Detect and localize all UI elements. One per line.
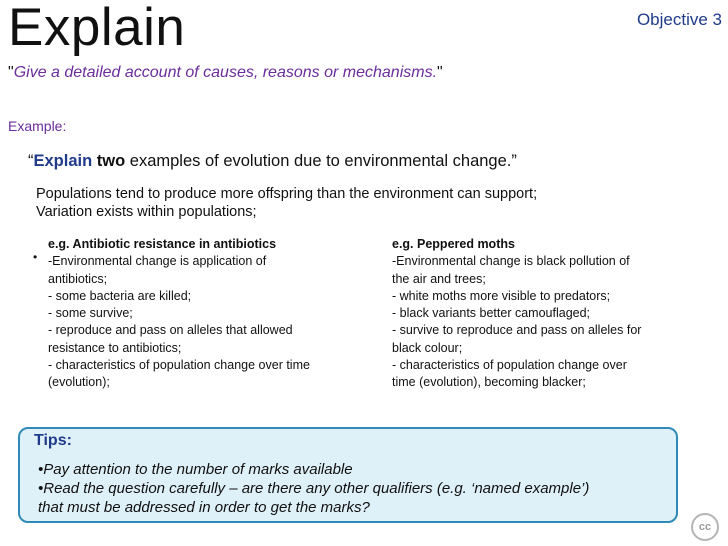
antibiotic-line: resistance to antibiotics; [48, 340, 182, 355]
example-label: Example: [8, 118, 67, 134]
intro-line: Populations tend to produce more offspring than the environment can support; [36, 186, 538, 202]
moth-line: - survive to reproduce and pass on alleles for [392, 323, 642, 338]
tips-box [18, 427, 678, 523]
intro-text [36, 185, 537, 221]
antibiotic-example-column [48, 236, 348, 392]
slide-title: Explain [8, 0, 186, 57]
antibiotic-line: -Environmental change is application of [48, 254, 267, 269]
intro-line: Variation exists within populations; [36, 204, 257, 220]
question-rest: examples of evolution due to environmental change.” [125, 152, 517, 170]
definition-body: Give a detailed account of causes, reasons or mechanisms. [13, 64, 438, 81]
moth-heading: e.g. Peppered moths [392, 237, 515, 251]
question-number: two [96, 152, 126, 170]
moth-line: time (evolution), becoming blacker; [392, 375, 586, 390]
example-question [28, 152, 517, 171]
definition-close-quote: " [437, 64, 443, 81]
creative-commons-icon: cc [691, 513, 719, 541]
definition-text [8, 64, 443, 82]
tip-line: •Read the question carefully – are there any other qualifiers (e.g. ‘named example’) [38, 480, 590, 497]
moth-line: - characteristics of population change over [392, 358, 627, 373]
tips-label: Tips: [34, 432, 72, 449]
objective-label: Objective 3 [636, 10, 722, 29]
bullet-marker: • [33, 250, 38, 264]
moth-line: - black variants better camouflaged; [392, 306, 591, 321]
moth-line: black colour; [392, 340, 463, 355]
tip-line: •Pay attention to the number of marks available [38, 461, 353, 478]
antibiotic-line: - characteristics of population change over time [48, 358, 310, 373]
antibiotic-heading: e.g. Antibiotic resistance in antibiotics [48, 237, 277, 251]
question-open-quote: “ [28, 152, 34, 170]
question-keyword: Explain [33, 152, 93, 170]
moth-line: - white moths more visible to predators; [392, 288, 611, 303]
antibiotic-line: antibiotics; [48, 271, 108, 286]
peppered-moth-example-column [392, 236, 702, 392]
moth-line: the air and trees; [392, 271, 486, 286]
antibiotic-line: (evolution); [48, 375, 110, 390]
moth-line: -Environmental change is black pollution of [392, 254, 630, 269]
antibiotic-line: - reproduce and pass on alleles that allowed [48, 323, 293, 338]
antibiotic-line: - some bacteria are killed; [48, 288, 192, 303]
definition-open-quote: " [8, 64, 14, 81]
tips-body [38, 460, 589, 517]
antibiotic-line: - some survive; [48, 306, 133, 321]
tip-line: that must be addressed in order to get the marks? [38, 499, 370, 516]
